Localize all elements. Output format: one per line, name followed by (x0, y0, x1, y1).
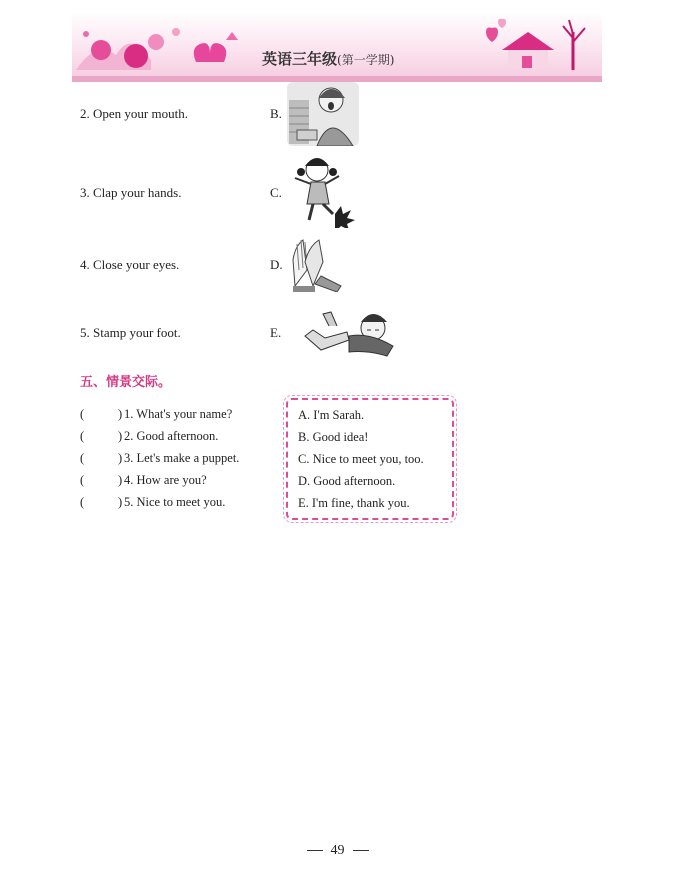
match-item-3: 3. Clap your hands. (80, 185, 182, 200)
match-letter-c: C. (270, 185, 282, 200)
clap-hands-picture (287, 236, 347, 292)
answer-blank-close: ) (118, 473, 123, 487)
answer-blank-close: ) (118, 429, 123, 443)
answer-option-c: C. Nice to meet you, too. (298, 452, 424, 466)
answer-blank-close: ) (118, 451, 123, 465)
match-item-4: 4. Close your eyes. (80, 257, 180, 272)
answer-option-d: D. Good afternoon. (298, 474, 396, 488)
answer-blank-close: ) (118, 407, 123, 421)
section-title: 五、情景交际。 (80, 375, 172, 390)
book-title: 英语三年级(第一学期) (262, 50, 395, 68)
answer-blank-open[interactable]: ( (80, 451, 85, 465)
page-number: 49 (330, 843, 345, 858)
answer-options-box (286, 398, 454, 520)
open-mouth-picture (287, 82, 359, 146)
match-item-2: 2. Open your mouth. (80, 106, 188, 121)
answer-option-e: E. I'm fine, thank you. (298, 496, 410, 510)
footer-dash-right (353, 850, 369, 851)
match-letter-b: B. (270, 106, 282, 121)
answer-blank-open[interactable]: ( (80, 473, 85, 487)
answer-blank-open[interactable]: ( (80, 407, 85, 421)
answer-option-a: A. I'm Sarah. (298, 408, 365, 422)
heart-tree-decoration-icon (76, 20, 246, 70)
page-footer (0, 843, 675, 859)
answer-blank-close: ) (118, 495, 123, 509)
stamp-foot-picture (287, 154, 359, 228)
question-text: 2. Good afternoon. (124, 429, 219, 443)
answer-blank-open[interactable]: ( (80, 429, 85, 443)
house-tree-decoration-icon (478, 12, 598, 72)
question-text: 4. How are you? (124, 473, 207, 487)
question-text: 1. What's your name? (124, 407, 233, 421)
answer-option-b: B. Good idea! (298, 430, 369, 444)
match-letter-e: E. (270, 325, 282, 340)
footer-dash-left (307, 850, 323, 851)
close-eyes-picture (303, 306, 399, 360)
match-letter-d: D. (270, 257, 283, 272)
match-item-5: 5. Stamp your foot. (80, 325, 181, 340)
page-header (72, 12, 602, 82)
question-text: 3. Let's make a puppet. (124, 451, 240, 465)
answer-blank-open[interactable]: ( (80, 495, 85, 509)
question-text: 5. Nice to meet you. (124, 495, 226, 509)
